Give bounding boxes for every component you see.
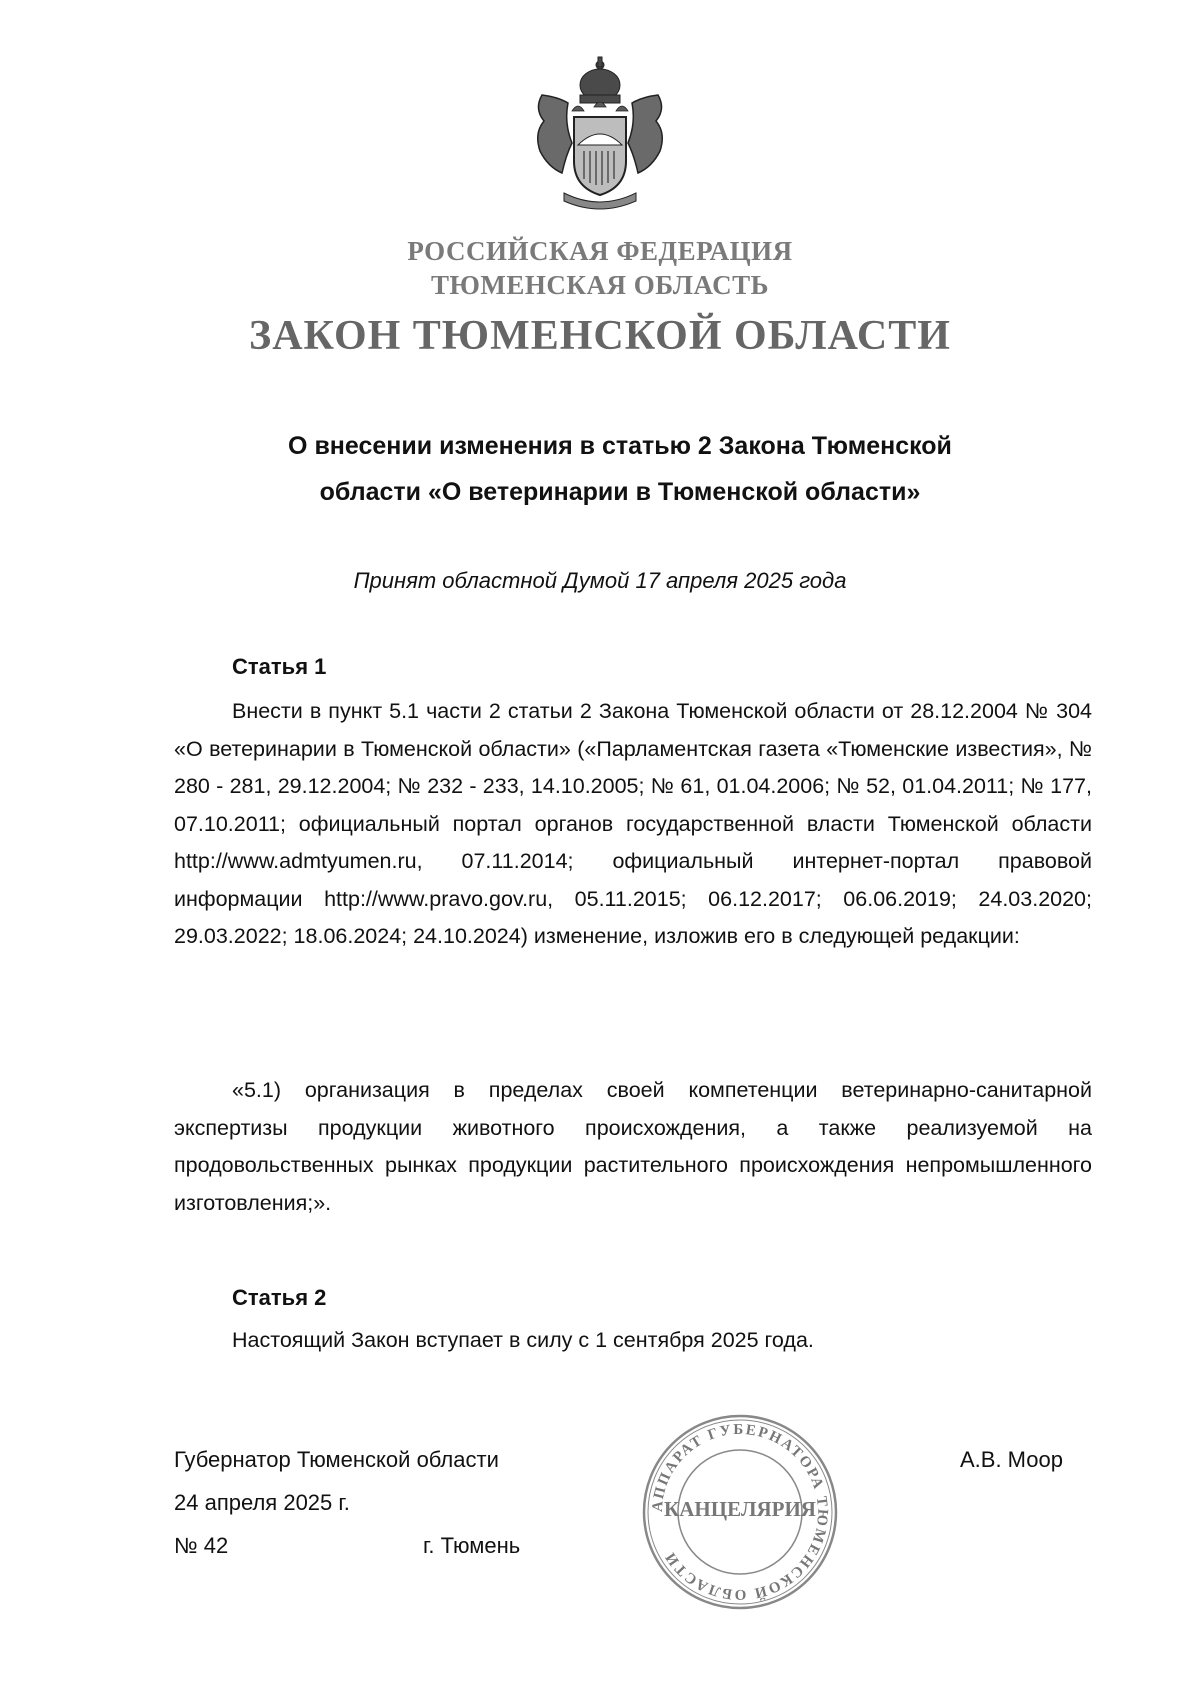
- signature-date: 24 апреля 2025 г.: [174, 1490, 350, 1515]
- signatory-title: Губернатор Тюменской области: [174, 1447, 499, 1472]
- law-title: [200, 423, 1040, 515]
- article-1-paragraph-1: Внести в пункт 5.1 части 2 статьи 2 Закона Тюменской области от 28.12.2004 № 304 «О ветеринарии в Тюменской области» («Парламентская газета «Тюменские известия», № 280 - 281, 29.12.2004; № 232 - 233, 14.10.2005; № 61, 01.04.2006; № 52, 01.04.2011; № 177, 07.10.2011; официальный портал органов государственной власти Тюменской области http://www.admtyumen.ru, 07.11.2014; официальный интернет-портал правовой информации http://www.pravo.gov.ru, 05.11.2015; 06.12.2017; 06.06.2019; 24.03.2020; 29.03.2022; 18.06.2024; 24.10.2024) изменение, изложив его в следующей редакции:: [174, 699, 1092, 948]
- header-region: ТЮМЕНСКАЯ ОБЛАСТЬ: [430, 270, 770, 300]
- law-title-line-2: области «О ветеринарии в Тюменской области»: [319, 478, 921, 506]
- article-2-heading: Статья 2: [232, 1285, 327, 1310]
- office-seal: [640, 1412, 840, 1612]
- article-1-heading: Статья 1: [232, 654, 327, 679]
- tyumen-coat-of-arms-icon: [528, 55, 672, 210]
- article-1-paragraph-2: «5.1) организация в пределах своей компетенции ветеринарно-санитарной экспертизы продукции животного происхождения, а также реализуемой на продовольственных рынках продукции растительного происхождения непромышленного изготовления;».: [174, 1078, 1092, 1215]
- signatory-name: А.В. Моор: [960, 1447, 1063, 1472]
- header-country: РОССИЙСКАЯ ФЕДЕРАЦИЯ: [407, 236, 793, 266]
- law-number: № 42: [174, 1533, 229, 1558]
- law-title-line-1: О внесении изменения в статью 2 Закона Тюменской: [288, 432, 952, 460]
- article-2-paragraph: Настоящий Закон вступает в силу с 1 сентября 2025 года.: [232, 1328, 814, 1352]
- adoption-note: Принят областной Думой 17 апреля 2025 года: [353, 568, 847, 593]
- signature-city: г. Тюмень: [423, 1533, 521, 1558]
- header-document-type: ЗАКОН ТЮМЕНСКОЙ ОБЛАСТИ: [249, 313, 951, 359]
- seal-ring-text: АППАРАТ ГУБЕРНАТОРА ТЮМЕНСКОЙ ОБЛАСТИ: [649, 1421, 831, 1603]
- seal-center-text: КАНЦЕЛЯРИЯ: [664, 1497, 816, 1521]
